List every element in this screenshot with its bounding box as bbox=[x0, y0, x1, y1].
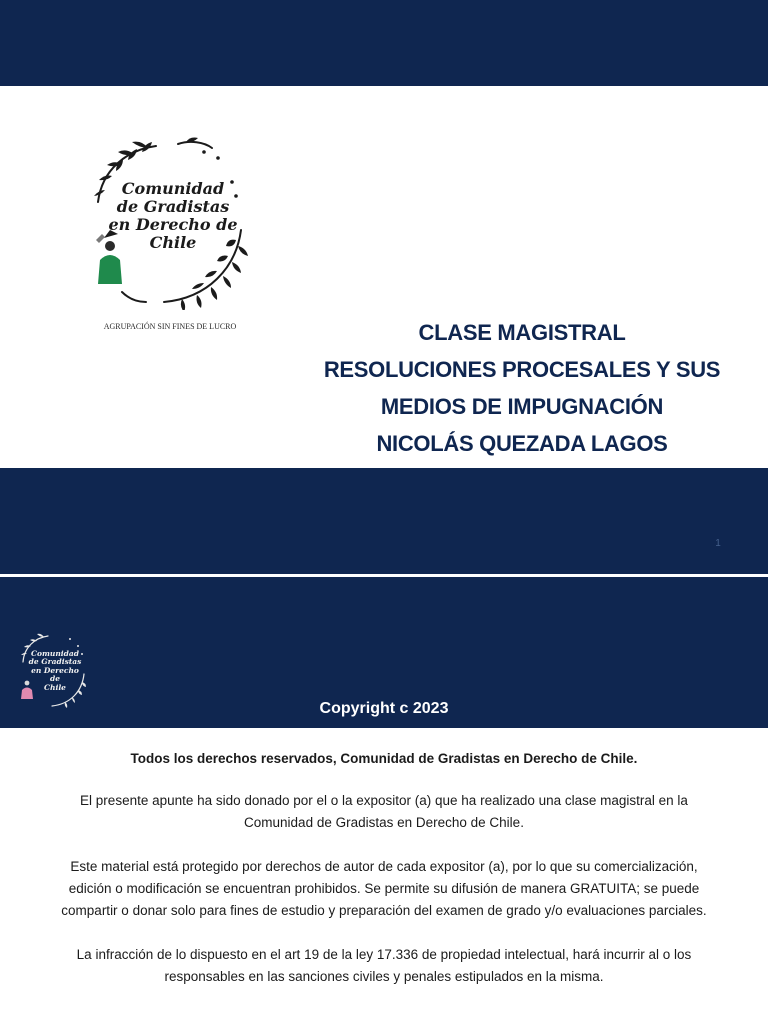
donation-paragraph: El presente apunte ha sido donado por el o la expositor (a) que ha realizado una clase magistral en la Comunidad de Gradistas en Derecho de Chile. bbox=[80, 793, 688, 830]
rights-reserved-paragraph: Todos los derechos reservados, Comunidad de Gradistas en Derecho de Chile. bbox=[130, 751, 638, 766]
title-line-3: MEDIOS DE IMPUGNACIÓN bbox=[380, 394, 664, 419]
logo-small-line-3: en Derecho de bbox=[31, 665, 79, 684]
page-number: 1 bbox=[715, 538, 721, 549]
logo-tagline: AGRUPACIÓN SIN FINES DE LUCRO bbox=[103, 322, 237, 331]
logo-small-line-2: de Gradistas bbox=[28, 657, 82, 667]
logo-line-3: en Derecho de bbox=[108, 214, 238, 234]
title-line-2: RESOLUCIONES PROCESALES Y SUS bbox=[323, 357, 721, 382]
infraction-paragraph: La infracción de lo dispuesto en el art 19 de la ley 17.336 de propiedad intelectual, hará incurrir al o los responsables en las sanciones civiles y penales estipulados en la misma. bbox=[76, 947, 692, 984]
title-line-4: NICOLÁS QUEZADA LAGOS bbox=[376, 431, 668, 456]
logo-small-line-1: Comunidad bbox=[30, 649, 79, 658]
slide-title bbox=[300, 314, 744, 462]
copyright-notice bbox=[60, 748, 708, 1010]
slide1-bottom-band bbox=[0, 468, 768, 574]
logo-small-line-4: Chile bbox=[44, 682, 66, 692]
copyright-heading: Copyright c 2023 bbox=[319, 700, 449, 717]
slide1-top-band bbox=[0, 0, 768, 86]
logo-line-1: Comunidad bbox=[121, 179, 225, 198]
title-line-1: CLASE MAGISTRAL bbox=[418, 320, 626, 345]
community-logo-small bbox=[18, 630, 90, 710]
logo-line-2: de Gradistas bbox=[116, 196, 230, 216]
protection-paragraph: Este material está protegido por derechos de autor de cada expositor (a), por lo que su comercialización, edición o modificación se encuentran prohibidos. Se permite su difusión de manera GRATUITA; se puede compartir o donar solo para fines de estudio y preparación del examen de grado y/o evaluaciones parciales. bbox=[61, 859, 707, 918]
community-logo bbox=[86, 130, 256, 310]
logo-line-4: Chile bbox=[149, 232, 197, 252]
